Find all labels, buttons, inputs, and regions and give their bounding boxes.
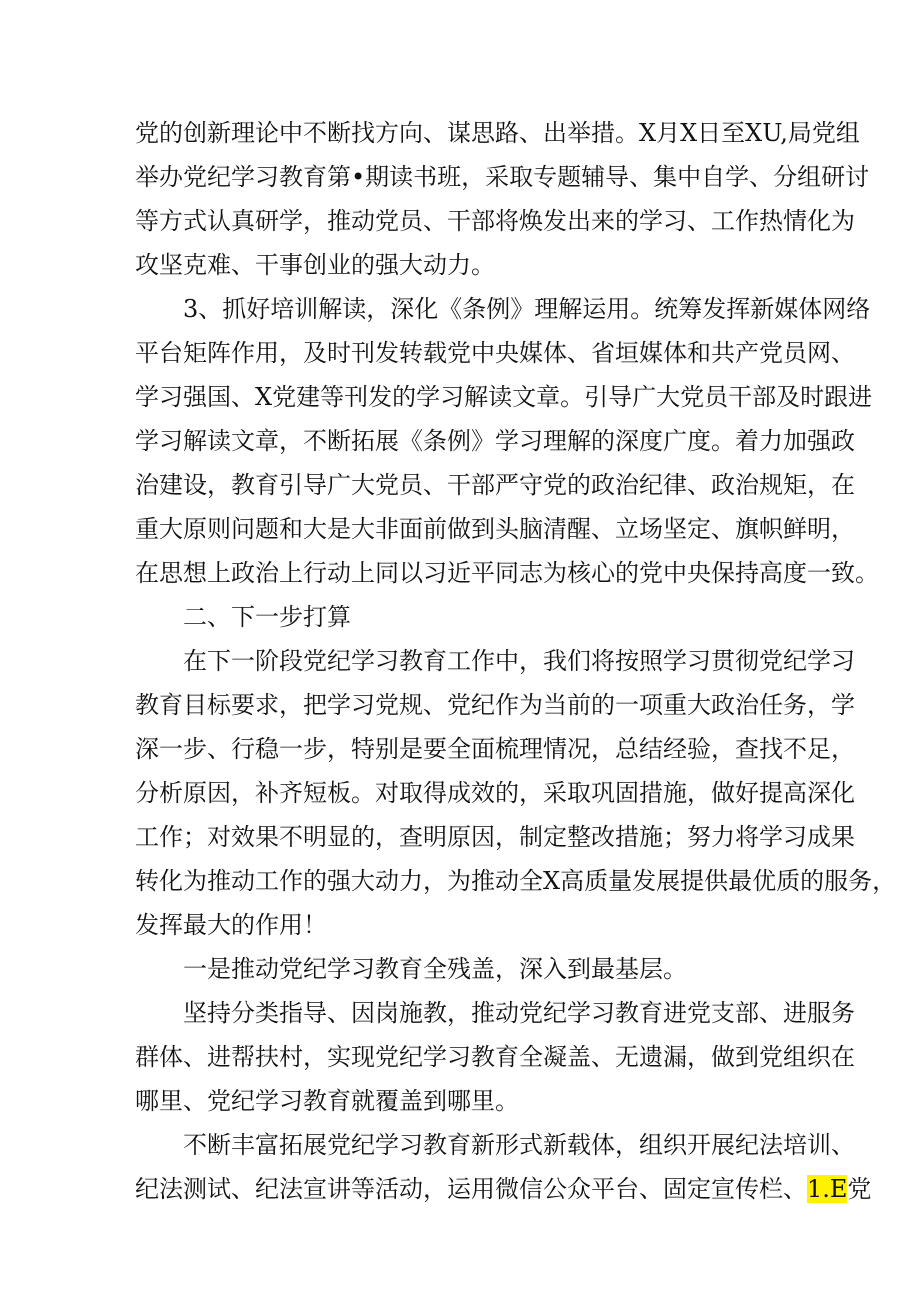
paragraph-line: 分析原因，补齐短板。对取得成效的，采取巩固措施，做好提高深化 [135,779,855,807]
paragraph-line: 发挥最大的作用！ [135,911,327,939]
paragraph-line: 在思想上政治上行动上同以习近平同志为核心的党中央保持高度一致。 [135,559,879,587]
paragraph-line: 学习解读文章，不断拓展《条例》学习理解的深度广度。着力加强政 [135,427,855,455]
paragraph-line: 群体、进帮扶村，实现党纪学习教育全凝盖、无遗漏，做到党组织在 [135,1043,855,1071]
paragraph-line: 3、抓好培训解读，深化《条例》理解运用。统筹发挥新媒体网络 [183,295,871,323]
paragraph-line: 一是推动党纪学习教育全残盖，深入到最基层。 [183,955,687,983]
paragraph-line: 深一步、行稳一步，特别是要全面梳理情况，总结经验，查找不足， [135,735,855,763]
paragraph-line: 学习强国、X党建等刊发的学习解读文章。引导广大党员干部及时跟进 [135,383,873,411]
paragraph-line: 不断丰富拓展党纪学习教育新形式新载体，组织开展纪法培训、 [183,1131,855,1159]
paragraph-line-text: 纪法测试、纪法宣讲等活动，运用微信公众平台、固定宣传栏、 [135,1175,807,1203]
paragraph-line: 在下一阶段党纪学习教育工作中，我们将按照学习贯彻党纪学习 [183,647,855,675]
paragraph-line: 哪里、党纪学习教育就覆盖到哪里。 [135,1087,519,1115]
paragraph-line: 转化为推动工作的强大动力，为推动全X高质量发展提供最优质的服务， [135,867,897,895]
paragraph-line: 党的创新理论中不断找方向、谋思路、出举措。X月X日至XU,局党组 [135,119,860,147]
paragraph-line [135,1174,872,1204]
paragraph-line: 重大原则问题和大是大非面前做到头脑清醒、立场坚定、旗帜鲜明， [135,515,855,543]
paragraph-line: 治建设，教育引导广大党员、干部严守党的政治纪律、政治规矩，在 [135,471,855,499]
paragraph-line: 举办党纪学习教育第•期读书班，采取专题辅导、集中自学、分组研讨 [135,163,870,191]
paragraph-line: 等方式认真研学，推动党员、干部将焕发出来的学习、工作热情化为 [135,207,855,235]
paragraph-line: 教育目标要求，把学习党规、党纪作为当前的一项重大政治任务，学 [135,691,855,719]
highlighted-text: 1.E [807,1175,848,1203]
paragraph-line: 工作；对效果不明显的，查明原因，制定整改措施；努力将学习成果 [135,823,855,851]
paragraph-line: 坚持分类指导、因岗施教，推动党纪学习教育进党支部、进服务 [183,999,855,1027]
paragraph-line-end: 党 [847,1175,872,1203]
paragraph-line: 平台矩阵作用，及时刊发转载党中央媒体、省垣媒体和共产党员网、 [135,339,855,367]
section-heading: 二、下一步打算 [183,603,351,631]
paragraph-line: 攻坚克难、干事创业的强大动力。 [135,251,495,279]
